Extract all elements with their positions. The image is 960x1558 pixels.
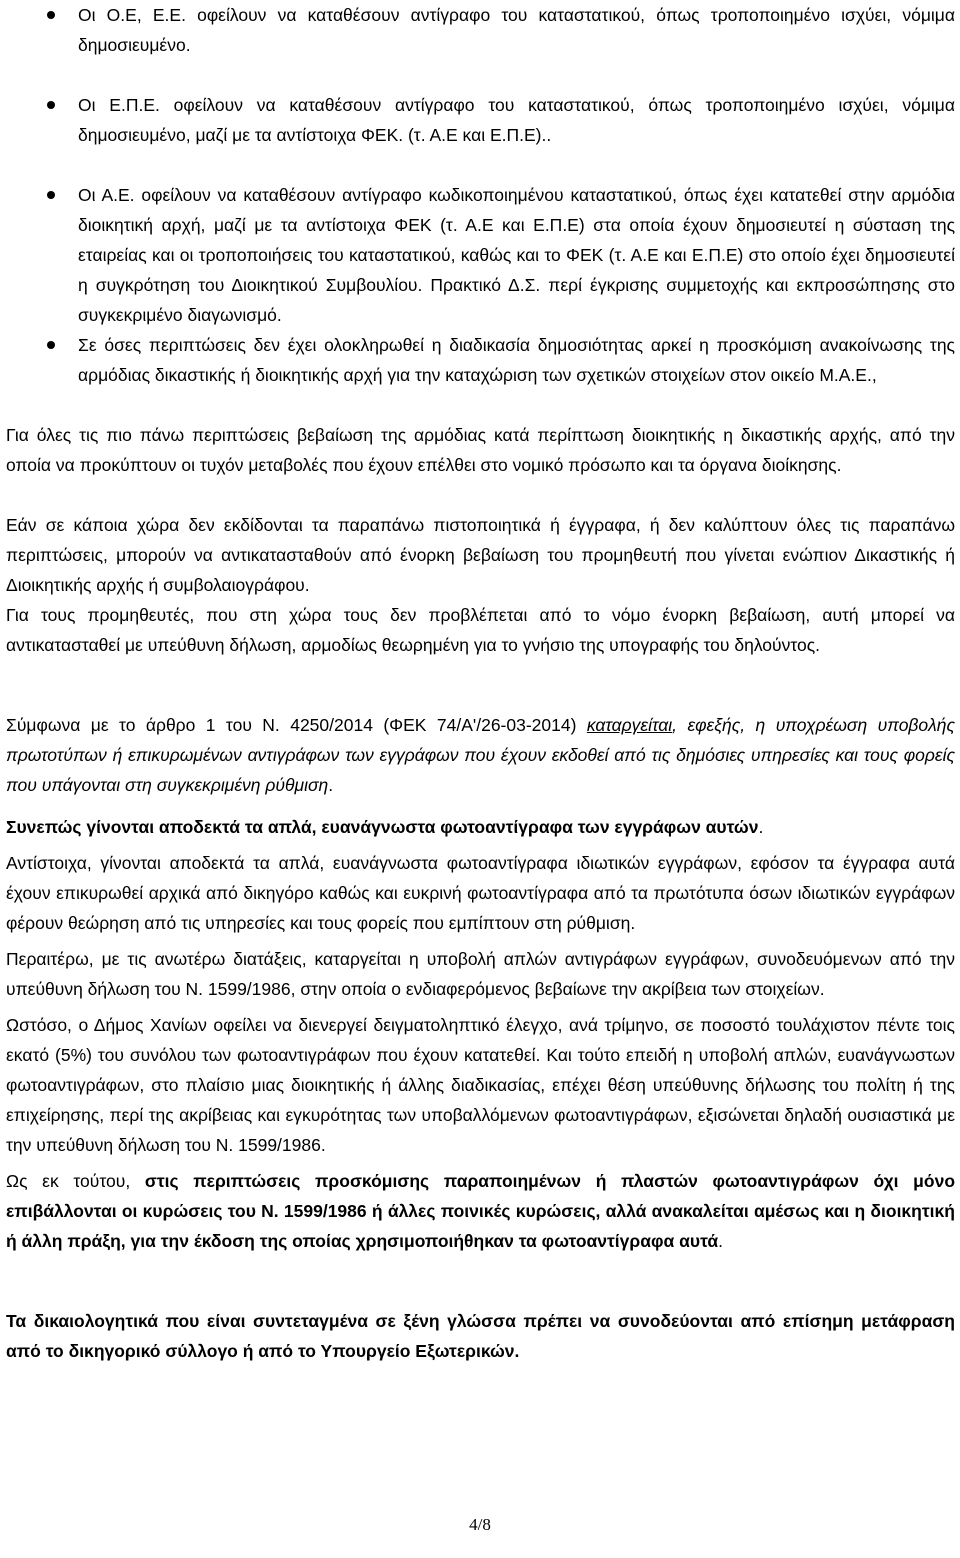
page-number: 4/8 <box>469 1515 491 1534</box>
paragraph-further: Περαιτέρω, με τις ανωτέρω διατάξεις, καταργείται η υποβολή απλών αντιγράφων εγγράφων, συνοδευόμενων από την υπεύθυνη δήλωση του Ν. 1599/1986, στην οποία ο ενδιαφερόμενος βεβαίωνε την ακρίβεια των στοιχείων. <box>6 949 955 999</box>
bullet-icon <box>47 341 55 349</box>
list-item: Οι Ε.Π.Ε. οφείλουν να καταθέσουν αντίγραφο του καταστατικού, όπως τροποποιημένο ισχύει, νόμιμα δημοσιευμένο, μαζί με τα αντίστοιχα ΦΕΚ. (τ. Α.Ε και Ε.Π.Ε).. <box>6 90 955 150</box>
paragraph-private-documents: Αντίστοιχα, γίνονται αποδεκτά τα απλά, ευανάγνωστα φωτοαντίγραφα ιδιωτικών εγγράφων, εφόσον τα έγγραφα αυτά έχουν επικυρωθεί αρχικά από δικηγόρο καθώς και ευκρινή φωτοαντίγραφα από τα πρωτότυπα όσων ιδιωτικών εγγράφων φέρουν θεώρηση από τις υπηρεσίες και τους φορείς που εμπίπτουν στη ρύθμιση. <box>6 853 955 933</box>
paragraph-accepted: Συνεπώς γίνονται αποδεκτά τα απλά, ευανάγνωστα φωτοαντίγραφα των εγγράφων αυτών. <box>6 817 764 837</box>
list-item: Οι Ο.Ε, Ε.Ε. οφείλουν να καταθέσουν αντίγραφο του καταστατικού, όπως τροποποιημένο ισχύει, νόμιμα δημοσιευμένο. <box>6 0 955 60</box>
paragraph-all-cases: Για όλες τις πιο πάνω περιπτώσεις βεβαίωση της αρμόδιας κατά περίπτωση διοικητικής η δικαστικής αρχής, από την οποία να προκύπτουν οι τυχόν μεταβολές που έχουν επέλθει στο νομικό πρόσωπο και τα όργανα διοίκησης. <box>6 425 955 475</box>
paragraph-forged-copies: Ως εκ τούτου, στις περιπτώσεις προσκόμισης παραποιημένων ή πλαστών φωτοαντιγράφων όχι μόνο επιβάλλονται οι κυρώσεις του Ν. 1599/1986 ή άλλες ποινικές κυρώσεις, αλλά ανακαλείται αμέσως και η διοικητική ή άλλη πράξη, για την έκδοση της οποίας χρησιμοποιήθηκαν τα φωτοαντίγραφα αυτά. <box>6 1171 956 1251</box>
paragraph-foreign-language: Τα δικαιολογητικά που είναι συντεταγμένα σε ξένη γλώσσα πρέπει να συνοδεύονται από επίσημη μετάφραση από το δικηγορικό σύλλογο ή από το Υπουργείο Εξωτερικών. <box>6 1311 955 1361</box>
list-item: Σε όσες περιπτώσεις δεν έχει ολοκληρωθεί η διαδικασία δημοσιότητας αρκεί η προσκόμιση ανακοίνωσης της αρμόδιας δικαστικής ή διοικητικής αρχή για την καταχώριση των σχετικών στοιχείων στον οικείο Μ.Α.Ε., <box>6 330 955 390</box>
paragraph-no-documents: Εάν σε κάποια χώρα δεν εκδίδονται τα παραπάνω πιστοποιητικά ή έγγραφα, ή δεν καλύπτουν όλες τις παραπάνω περιπτώσεις, μπορούν να αντικατασταθούν από ένορκη βεβαίωση του προμηθευτή που γίνεται ενώπιον Δικαστικής ή Διοικητικής αρχής ή συμβολαιογράφου. <box>6 515 955 595</box>
bullet-icon <box>47 191 55 199</box>
bullet-icon <box>47 101 55 109</box>
bullet-list <box>6 0 955 390</box>
paragraph-suppliers: Για τους προμηθευτές, που στη χώρα τους δεν προβλέπεται από το νόμο ένορκη βεβαίωση, αυτή μπορεί να αντικατασταθεί με υπεύθυνη δήλωση, αρμοδίως θεωρημένη για το γνήσιο της υπογραφής του δηλούντος. <box>6 605 955 655</box>
paragraph-municipality-check: Ωστόσο, ο Δήμος Χανίων οφείλει να διενεργεί δειγματοληπτικό έλεγχο, ανά τρίμηνο, σε ποσοστό τουλάχιστον πέντε τοις εκατό (5%) του συνόλου των φωτοαντιγράφων που έχουν κατατεθεί. Και τούτο επειδή η υποβολή απλών, ευανάγνωστων φωτοαντιγράφων, στο πλαίσιο μιας διοικητικής ή άλλης διαδικασίας, επέχει θέση υπεύθυνης δήλωσης του πολίτη ή της επιχείρησης, περί της ακρίβειας και εγκυρότητας των υποβαλλόμενων φωτοαντιγράφων, εξισώνεται δηλαδή ουσιαστικά με την υπεύθυνη δήλωση του Ν. 1599/1986. <box>6 1015 955 1155</box>
list-item: Οι Α.Ε. οφείλουν να καταθέσουν αντίγραφο κωδικοποιημένου καταστατικού, όπως έχει κατατεθεί στην αρμόδια διοικητική αρχή, μαζί με τα αντίστοιχα ΦΕΚ (τ. Α.Ε και Ε.Π.Ε) στα οποία έχουν δημοσιευτεί η σύσταση της εταιρείας και οι τροποποιήσεις του καταστατικού, καθώς και το ΦΕΚ (τ. Α.Ε και Ε.Π.Ε) στο οποίο έχει δημοσιευτεί η συγκρότηση του Διοικητικού Συμβουλίου. Πρακτικό Δ.Σ. περί έγκρισης συμμετοχής και εκπροσώπησης στο συγκεκριμένο διαγωνισμό. <box>6 180 955 330</box>
paragraph-law: Σύμφωνα με το άρθρο 1 του Ν. 4250/2014 (ΦΕΚ 74/Α'/26-03-2014) καταργείται, εφεξής, η υποχρέωση υποβολής πρωτοτύπων ή επικυρωμένων αντιγράφων των εγγράφων που έχουν εκδοθεί από τις δημόσιες υπηρεσίες και τους φορείς που υπάγονται στη συγκεκριμένη ρύθμιση. <box>6 715 955 795</box>
bullet-icon <box>47 11 55 19</box>
